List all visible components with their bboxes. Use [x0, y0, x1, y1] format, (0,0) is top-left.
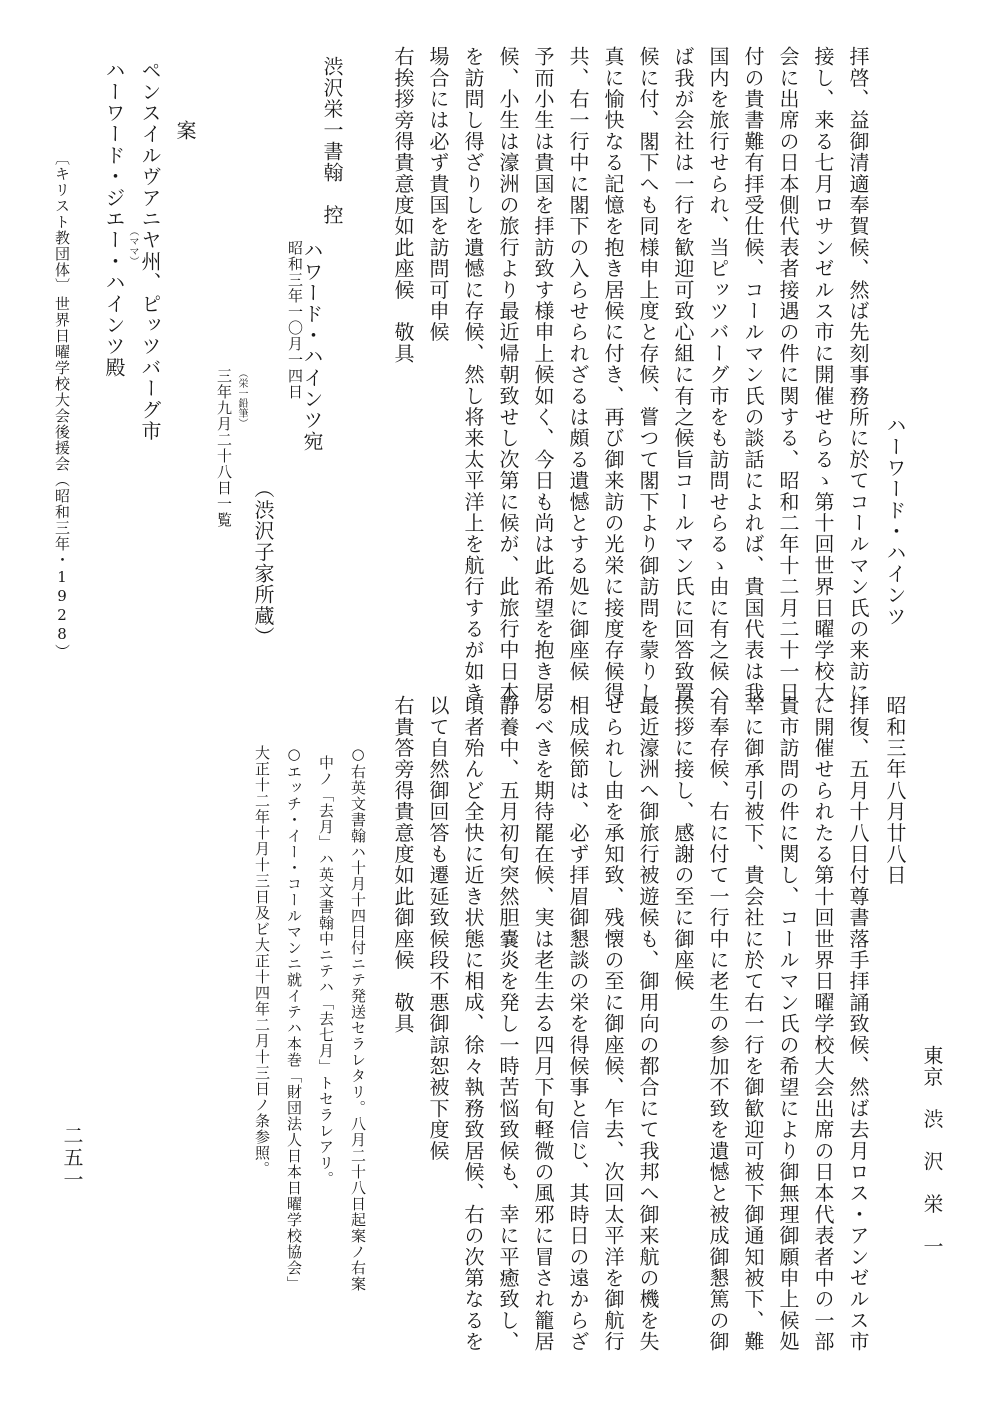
lower-line: 静養中、五月初旬突然胆嚢炎を発し一時苦悩致候も、幸に平癒致し、 [496, 695, 520, 1353]
source-title: 世界日曜学校大会後援会（昭和三年・1928） [53, 296, 71, 660]
draft-recipient: ハーワード・ジエー・ハインツ殿 [102, 60, 126, 378]
note-line: 大正十二年十月十三日及ビ大正十四年二月十三日ノ条参照。 [253, 745, 271, 1177]
seen-date: 三年九月二十八日一覧 [215, 368, 233, 528]
note-line: 中ノ「去月」ハ英文書翰中ニテハ「去七月」トセラレアリ。 [317, 755, 335, 1187]
lower-line: 最近濠洲へ御旅行被遊候も、御用向の都合にて我邦へ御来航の機を失 [636, 695, 660, 1353]
collection-note: （渋沢子家所蔵） [251, 478, 275, 648]
lower-line: 以て自然御回答も遷延致候段不悪御諒恕被下度候 [426, 695, 450, 1162]
upper-line: 会に出席の日本側代表者接遇の件に関する、昭和二年十二月二十一日 [776, 46, 800, 704]
upper-line: 拝啓、益御清適奉賀候、然ば先刻事務所に於てコールマン氏の来訪に [846, 46, 870, 704]
upper-line: ば我が会社は一行を歓迎可致心組に有之候旨コールマン氏に回答致置 [671, 46, 695, 704]
lower-line: に開催せられたる第十回世界日曜学校大会出席の日本代表者中の一部 [811, 695, 835, 1353]
lower-line: 拝復、五月十八日付尊書落手拝誦致候、然ば去月ロス・アンゼルス市 [846, 695, 870, 1353]
letter-date: 昭和三年一〇月一四日 [286, 240, 304, 400]
page-number: 二五一 [60, 1125, 84, 1191]
lower-line: 挨拶に接し、感謝の至に御座候 [671, 695, 695, 992]
upper-line: 国内を旅行せられ、当ピッツバーグ市をも訪問せらるゝ由に有之候へ [706, 46, 730, 704]
upper-line: 候、小生は濠洲の旅行より最近帰朝致せし次第に候が、此旅行中日本 [496, 46, 520, 704]
lower-line: るべきを期待罷在候、実は老生去る四月下旬軽微の風邪に冒され籠居 [531, 695, 555, 1353]
upper-line: 場合には必ず貴国を訪問可申候 [426, 46, 450, 343]
note-line: ○エッチ・イー・コールマンニ就イテハ本巻「財団法人日本日曜学校協会」 [285, 745, 303, 1292]
upper-line: 右挨拶旁得貴意度如此座候 敬具 [391, 46, 415, 364]
upper-line: 候に付、閣下へも同様申上度と存候、嘗つて閣下より御訪問を蒙りし [636, 46, 660, 704]
upper-line: 共、右一行中に閣下の入らせられざるは頗る遺憾とする処に御座候 [566, 46, 590, 682]
letter-recipient-to: ハワード・ハインツ宛 [300, 240, 324, 452]
source-org: 〔キリスト教団体〕 [53, 150, 71, 294]
lower-date: 昭和三年八月廿八日 [883, 695, 907, 886]
upper-line: 付の貴書難有拝受仕候、コールマン氏の談話によれば、貴国代表は我 [741, 46, 765, 704]
lower-line: 幸に御承引被下、貴会社に於て右一行を御歓迎可被下御通知被下、難 [741, 695, 765, 1353]
note-line: ○右英文書翰ハ十月十四日付ニテ発送セラレタリ。八月二十八日起案ノ右案 [349, 745, 367, 1292]
upper-line: 真に愉快なる記憶を抱き居候に付き、再び御来訪の光栄に接度存候得 [601, 46, 625, 704]
lower-line: 貴市訪問の件に関し、コールマン氏の希望により御無理御願申上候処 [776, 695, 800, 1353]
upper-line: 予而小生は貴国を拝訪致す様申上候如く、今日も尚は此希望を抱き居 [531, 46, 555, 704]
lower-line: せられし由を承知致、残懐の至に御座候、乍去、次回太平洋を御航行 [601, 695, 625, 1353]
lower-line: 右貴答旁得貴意度如此御座候 敬具 [391, 695, 415, 1035]
lower-sender: 東京 渋 沢 栄 一 [920, 1045, 944, 1257]
draft-label: 案 [173, 120, 197, 142]
draft-address: ペンスイルヴアニヤ州、ピッツバーグ市 [138, 60, 162, 442]
upper-line: 接し、来る七月ロサンゼルス市に開催せらるゝ第十回世界日曜学校大 [811, 46, 835, 704]
lower-line: 有奉存候、右に付て一行中に老生の参加不致を遺憾と被成御懇篤の御 [706, 695, 730, 1353]
lower-line: 相成候節は、必ず拝眉御懇談の栄を得候事と信じ、其時日の遠からざ [566, 695, 590, 1353]
letter-title: 渋沢栄一書翰 控 [320, 56, 344, 226]
lower-line: 頃者殆んど全快に近き状態に相成、徐々執務致居候、右の次第なるを [461, 695, 485, 1353]
letter-heading: ハーワード・ハインツ [883, 415, 907, 627]
ruby-note: （栄一鉛筆） [236, 368, 247, 428]
upper-line: を訪問し得ざりしを遺憾に存候、然し将来太平洋上を航行するが如き [461, 46, 485, 704]
mama-note: （ママ） [127, 226, 138, 266]
